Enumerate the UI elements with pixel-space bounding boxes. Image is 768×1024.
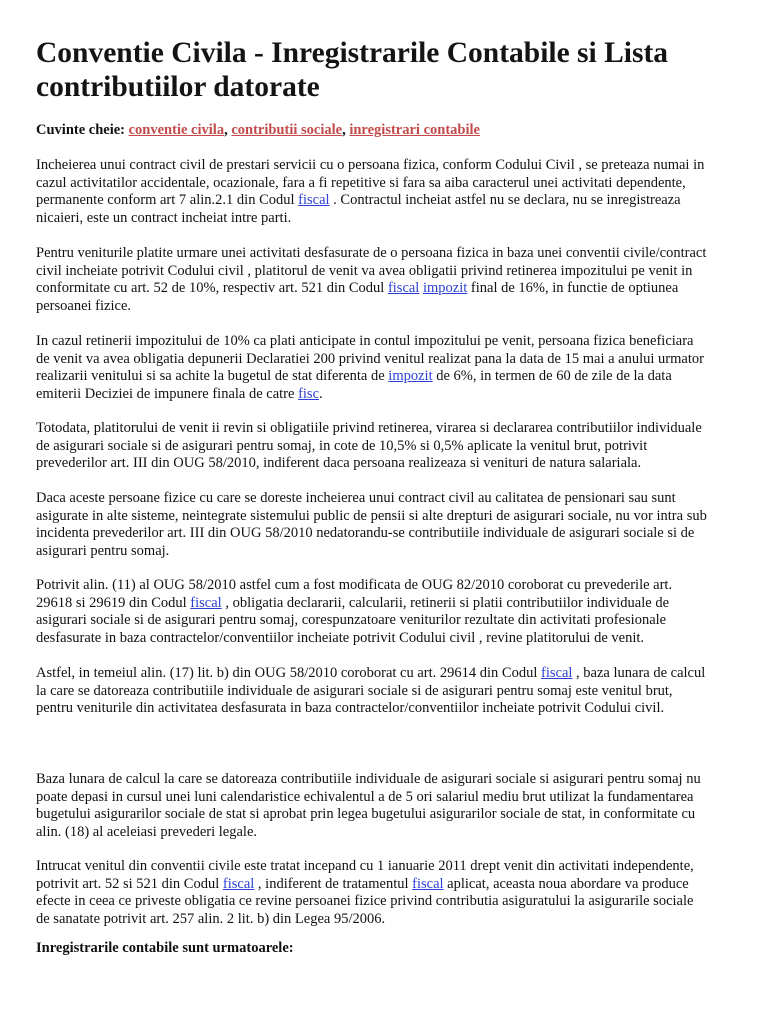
paragraph-text: de 6%, in termen de 60 de zile de la data emiterii Deciziei de impunere finala de catre [36, 368, 672, 402]
paragraph-3 [36, 333, 746, 403]
inline-link-fiscal[interactable]: fiscal [222, 875, 255, 892]
paragraph-8 [36, 771, 746, 841]
accounting-entries-heading: Inregistrarile contabile sunt urmatoarele: [36, 940, 294, 956]
paragraph-text: Totodata, platitorului de venit ii revin si obligatiile privind retinerea, virarea si declararea contributiilor individuale de asigurari sociale si de asigurari pentru somaj, in cote de 10,5% si 0,5% aplicate la venitul brut, potrivit prevederilor art. III din OUG 58/2010, indiferent daca persoana realizeaza si venituri de natura salariala. [36, 420, 702, 471]
inline-link-impozit[interactable]: impozit [388, 368, 433, 384]
inline-link-fiscal[interactable]: fiscal [190, 594, 222, 611]
inline-link-impozit[interactable]: impozit [422, 280, 468, 296]
paragraph-text: Intrucat venitul din conventii civile este tratat incepand cu 1 ianuarie 2011 drept venit din activitati independente, potrivit art. 52 si 521 din Codul [36, 858, 694, 892]
document-title: Conventie Civila - Inregistrarile Contabile si Lista contributiilor datorate [36, 37, 669, 103]
paragraph-text: Potrivit alin. (11) al OUG 58/2010 astfel cum a fost modificata de OUG 82/2010 coroborat cu prevederile art. 29618 si 29619 din Codul [36, 577, 673, 611]
inline-link-fiscal[interactable]: fiscal [298, 192, 330, 208]
paragraph-text: , obligatia declararii, calcularii, retinerii si platii contributiilor individuale de asigurari sociale si de asigurari pentru somaj, corespunzatoare veniturilor rezultate din activitati profesionale desfasurate in baza contractelor/conventiilor incheiate potrivit Codului civil , revine platitorului de venit. [36, 594, 670, 646]
paragraph-text: , baza lunara de calcul la care se datoreaza contributiile individuale de asigurari sociale si de asigurari pentru somaj este venitul brut, pentru veniturile din activitatea desfasurata in baza contractelor/conventiilor incheiate potrivit Codului civil. [36, 665, 706, 716]
paragraph-9 [36, 858, 746, 928]
paragraph-text: Astfel, in temeiul alin. (17) lit. b) din OUG 58/2010 coroborat cu art. 29614 din Codul [36, 665, 542, 681]
paragraph-text: final de 16%, in functie de optiunea persoanei fizice. [36, 280, 679, 314]
paragraph-5 [36, 490, 746, 560]
inline-link-fiscal[interactable]: fiscal [387, 280, 420, 296]
paragraph-text: Daca aceste persoane fizice cu care se doreste incheierea unui contract civil au calitatea de pensionari sau sunt asigurate in alte sisteme, neintegrate sistemului public de pensii si alte drepturi de asigurari sociale, nu vor intra sub incidenta prevederilor art. III din OUG 58/2010 nedatorandu-se contributiile individuale de asigurari sociale si de asigurari pentru somaj. [36, 490, 707, 559]
paragraph-text: aplicat, aceasta noua abordare va produce efecte in ceea ce priveste obligatia ce revine persoanei fizice privind contributia asiguratului la asigurarile sociale de sanatate potrivit art. 257 alin. 2 lit. b) din Legea 95/2006. [36, 875, 694, 927]
paragraph-text: Pentru veniturile platite urmare unei activitati desfasurate de o persoana fizica in baza unei conventii civile/contract civil incheiate potrivit Codului civil , platitorul de venit va avea obligatii privind retinerea impozitului pe venit in conformitate cu art. 52 de 10%, respectiv art. 521 din Codul [36, 245, 707, 296]
paragraph-1 [36, 157, 746, 227]
inline-link-fiscal[interactable]: fiscal [412, 875, 444, 892]
keyword-link-contributii-sociale[interactable]: contributii sociale [231, 122, 343, 138]
paragraph-2 [36, 245, 746, 315]
paragraph-text: , indiferent de tratamentul [254, 875, 413, 892]
keywords-line: Cuvinte cheie: conventie civila, contributii sociale, inregistrari contabile [36, 122, 480, 138]
paragraph-text: In cazul retinerii impozitului de 10% ca plati anticipate in contul impozitului pe venit, persoana fizica beneficiara de venit va avea obligatia depunerii Declaratiei 200 privind venitul realizat pana la data de 15 mai a anului urmator realizarii venitului si sa achite la bugetul de stat diferenta de [36, 333, 704, 384]
inline-link-fisc[interactable]: fisc [298, 385, 320, 402]
keyword-link-inregistrari-contabile[interactable]: inregistrari contabile [349, 122, 480, 138]
paragraph-6 [36, 577, 746, 647]
inline-link-fiscal[interactable]: fiscal [541, 665, 573, 681]
paragraph-text: Incheierea unui contract civil de prestari servicii cu o persoana fizica, conform Codului Civil , se preteaza numai in cazul activitatilor accidentale, ocazionale, fara a fi repetitive si fara sa aiba caracterul unei activitati dependente, permanente conform art 7 alin.2.1 din Codul [36, 157, 705, 208]
paragraph-7 [36, 665, 746, 718]
paragraph-text: . [319, 385, 323, 402]
paragraph-text: . Contractul incheiat astfel nu se declara, nu se inregistreaza nicaieri, este un contract incheiat intre parti. [36, 192, 681, 226]
paragraph-text: Baza lunara de calcul la care se datoreaza contributiile individuale de asigurari sociale si asigurari pentru somaj nu poate depasi in cursul unei luni calendaristice echivalentul a de 5 ori salariul mediu brut utilizat la fundamentarea bugetului asigurarilor sociale de stat si aprobat prin legea bugetului asigurarilor sociale de stat, in conformitate cu alin. (18) al aceleiasi prevederi legale. [36, 771, 701, 840]
keyword-link-conventie-civila[interactable]: conventie civila [128, 122, 225, 138]
paragraph-4 [36, 420, 746, 473]
keywords-label: Cuvinte cheie: [36, 122, 125, 138]
